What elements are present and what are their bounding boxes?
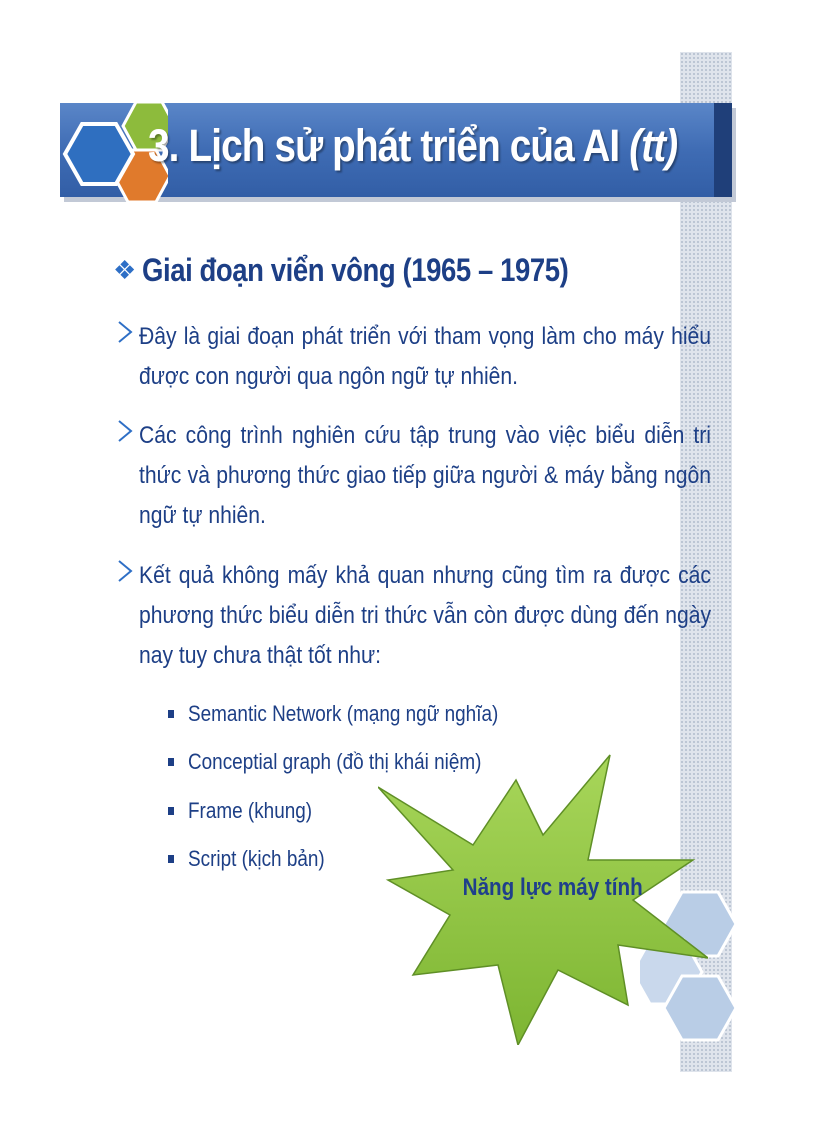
paragraph-text: Đây là giai đoạn phát triển với tham vọng làm cho máy hiểu được con người qua ngôn ngữ tự nhiên. — [139, 323, 711, 390]
paragraph-3 — [117, 556, 717, 676]
list-item-text: Semantic Network (mạng ngữ nghĩa) — [188, 701, 499, 726]
arrow-bullet-icon — [117, 418, 135, 444]
section-heading-text: Giai đoạn viển vông (1965 – 1975) — [142, 252, 569, 288]
slide-title-suffix: (tt) — [629, 120, 678, 171]
title-band-end — [714, 103, 732, 197]
square-bullet-icon — [168, 758, 174, 766]
square-bullet-icon — [168, 710, 174, 718]
paragraph-1 — [117, 317, 717, 397]
paragraph-2 — [117, 416, 717, 536]
slide-title: 3. Lịch sử phát triển của AI (tt) — [148, 120, 678, 171]
square-bullet-icon — [168, 807, 174, 815]
square-bullet-icon — [168, 855, 174, 863]
paragraph-text: Các công trình nghiên cứu tập trung vào việc biểu diễn tri thức và phương thức giao tiếp giữa người & máy bằng ngôn ngữ tự nhiên. — [139, 422, 711, 529]
paragraph-text: Kết quả không mấy khả quan nhưng cũng tìm ra được các phương thức biểu diễn tri thức vẫn còn được dùng đến ngày nay tuy chưa thật tốt như: — [139, 562, 711, 669]
list-item-text: Conceptial graph (đồ thị khái niệm) — [188, 749, 482, 774]
list-item-text: Frame (khung) — [188, 798, 313, 823]
list-item — [168, 798, 332, 824]
list-item — [168, 701, 549, 727]
starburst-label: Năng lực máy tính — [462, 874, 644, 901]
arrow-bullet-icon — [117, 319, 135, 345]
diamond-bullet-icon: ❖ — [113, 255, 137, 285]
list-item-text: Script (kịch bản) — [188, 846, 325, 871]
section-heading — [113, 252, 638, 289]
list-item — [168, 846, 347, 872]
arrow-bullet-icon — [117, 558, 135, 584]
